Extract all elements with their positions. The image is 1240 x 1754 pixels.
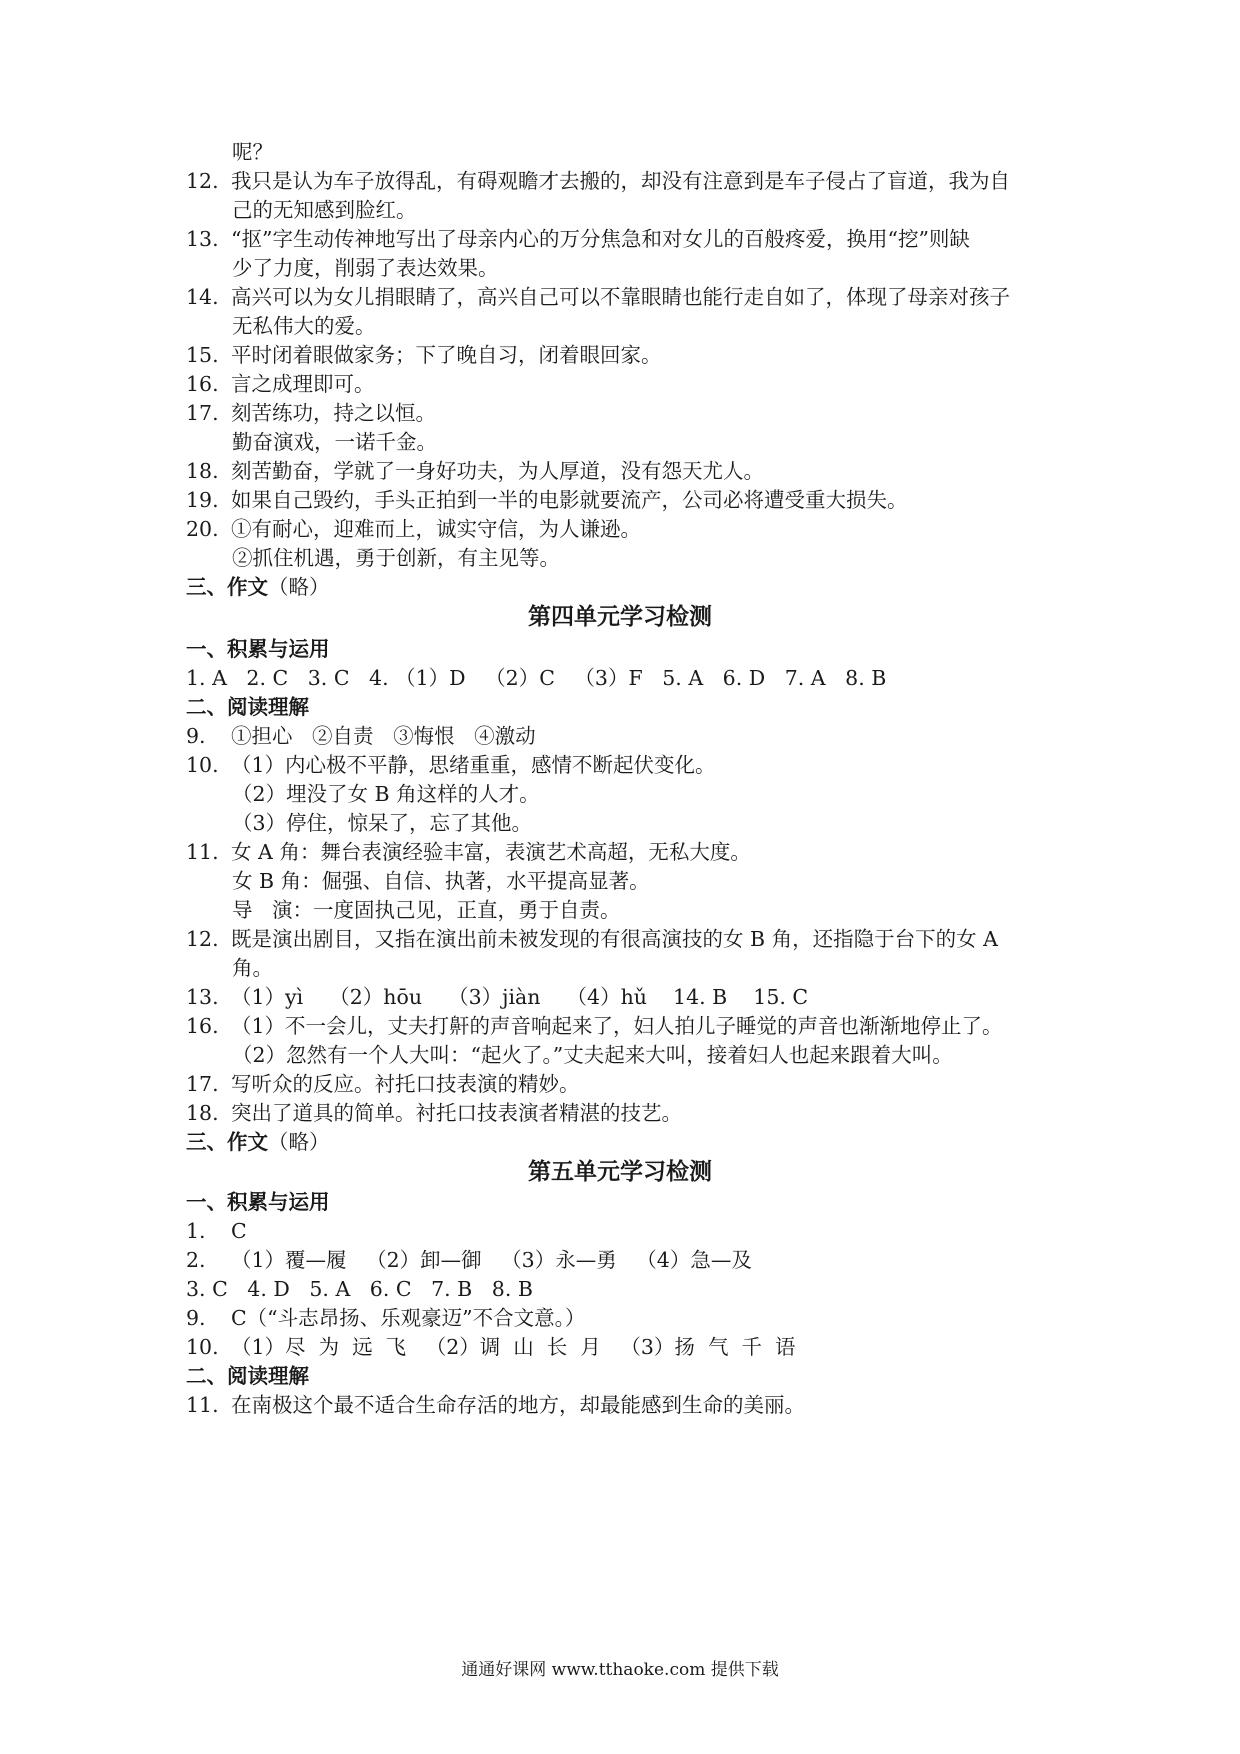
answer-18 (186, 455, 1086, 487)
answer-17 (186, 1068, 1086, 1100)
answer-19 (186, 484, 1086, 516)
answer-9 (186, 720, 1086, 752)
answer-13 (186, 223, 1086, 255)
question-number: 16. (186, 372, 219, 396)
answer-text: 如果自己毁约，手头正拍到一半的电影就要流产，公司必将遭受重大损失。 (231, 488, 908, 512)
question-number: 9. (186, 1306, 206, 1330)
unit-4-title: 第四单元学习检测 (528, 604, 712, 630)
section-note: （略） (268, 1130, 330, 1154)
question-number: 9. (186, 724, 206, 748)
answer-12-continued: 角。 (232, 956, 273, 980)
answer-text: 我只是认为车子放得乱，有碍观瞻才去搬的，却没有注意到是车子侵占了盲道，我为自 (231, 169, 1010, 193)
section-label: 三、作文 (186, 575, 268, 599)
answer-1 (186, 1215, 1086, 1247)
question-number: 10. (186, 753, 219, 777)
answer-11-continued: 呢？ (232, 140, 273, 164)
section-heading-essay (186, 571, 1086, 603)
question-number: 12. (186, 927, 219, 951)
answer-16 (186, 1010, 1086, 1042)
question-number: 12. (186, 169, 219, 193)
question-number: 18. (186, 1101, 219, 1125)
question-number: 10. (186, 1335, 219, 1359)
answer-text: 刻苦练功，持之以恒。 (231, 401, 436, 425)
question-number: 2. (186, 1248, 206, 1272)
section-heading-accumulation: 一、积累与运用 (186, 1190, 330, 1214)
answer-14-continued: 无私伟大的爱。 (232, 314, 376, 338)
answer-text: 女 A 角：舞台表演经验丰富，表演艺术高超，无私大度。 (231, 840, 751, 864)
answer-10 (186, 1331, 1086, 1363)
answer-text: （1）内心极不平静，思绪重重，感情不断起伏变化。 (231, 753, 716, 777)
question-number: 14. (186, 285, 219, 309)
answer-10-part-2: （2）埋没了女 B 角这样的人才。 (232, 782, 540, 806)
question-number: 13. (186, 985, 219, 1009)
question-number: 20. (186, 517, 219, 541)
answer-10 (186, 749, 1086, 781)
question-number: 17. (186, 1072, 219, 1096)
answer-14 (186, 281, 1086, 313)
answer-20-continued: ②抓住机遇，勇于创新，有主见等。 (232, 546, 560, 570)
answer-text: ①有耐心，迎难而上，诚实守信，为人谦逊。 (231, 517, 641, 541)
question-number: 19. (186, 488, 219, 512)
answer-text: （1）尽 为 远 飞 （2）调 山 长 月 （3）扬 气 千 语 (231, 1335, 796, 1359)
answer-11 (186, 836, 1086, 868)
answer-12 (186, 923, 1086, 955)
answer-11 (186, 1389, 1086, 1421)
unit-5-title: 第五单元学习检测 (528, 1159, 712, 1185)
answers-3-8: 3. C 4. D 5. A 6. C 7. B 8. B (186, 1277, 533, 1301)
answer-9 (186, 1302, 1086, 1334)
answer-15 (186, 339, 1086, 371)
answer-text: 在南极这个最不适合生命存活的地方，却最能感到生命的美丽。 (231, 1393, 805, 1417)
answer-2 (186, 1244, 1086, 1276)
question-number: 15. (186, 343, 219, 367)
section-label: 三、作文 (186, 1130, 268, 1154)
answer-12 (186, 165, 1086, 197)
section-heading-accumulation: 一、积累与运用 (186, 637, 330, 661)
answer-16 (186, 368, 1086, 400)
answer-text: 言之成理即可。 (231, 372, 375, 396)
download-footer: 通通好课网 www.tthaoke.com 提供下载 (461, 1660, 779, 1680)
answer-text: （1）yì （2）hōu （3）jiàn （4）hǔ 14. B 15. C (231, 985, 809, 1009)
answer-text: 既是演出剧目，又指在演出前未被发现的有很高演技的女 B 角，还指隐于台下的女 A (231, 927, 998, 951)
section-heading-essay (186, 1126, 1086, 1158)
answer-text: （1）覆—履 （2）卸—御 （3）永—勇 （4）急—及 (231, 1248, 752, 1272)
answer-text: 写听众的反应。衬托口技表演的精妙。 (231, 1072, 580, 1096)
answer-16-part-2: （2）忽然有一个人大叫：“起火了。”丈夫起来大叫，接着妇人也起来跟着大叫。 (232, 1043, 953, 1067)
answer-10-part-3: （3）停住，惊呆了，忘了其他。 (232, 811, 533, 835)
answer-text: C（“斗志昂扬、乐观豪迈”不合文意。） (231, 1306, 586, 1330)
section-heading-reading: 二、阅读理解 (186, 695, 309, 719)
section-heading-reading: 二、阅读理解 (186, 1364, 309, 1388)
answer-13-continued: 少了力度，削弱了表达效果。 (232, 256, 499, 280)
section-note: （略） (268, 575, 330, 599)
answer-20 (186, 513, 1086, 545)
answers-1-8: 1. A 2. C 3. C 4. （1）D （2）C （3）F 5. A 6. D 7. A 8. B (186, 666, 887, 690)
answer-text: ①担心 ②自责 ③悔恨 ④激动 (231, 724, 536, 748)
question-number: 13. (186, 227, 219, 251)
answer-12-continued: 己的无知感到脸红。 (232, 198, 417, 222)
answer-17 (186, 397, 1086, 429)
question-number: 18. (186, 459, 219, 483)
question-number: 16. (186, 1014, 219, 1038)
answer-text: 突出了道具的简单。衬托口技表演者精湛的技艺。 (231, 1101, 682, 1125)
question-number: 17. (186, 401, 219, 425)
answer-11-part-2: 女 B 角：倔强、自信、执著，水平提高显著。 (232, 869, 650, 893)
answer-text: 刻苦勤奋，学就了一身好功夫，为人厚道，没有怨天尤人。 (231, 459, 764, 483)
question-number: 11. (186, 1393, 219, 1417)
question-number: 1. (186, 1219, 206, 1243)
answer-text: C (231, 1219, 247, 1243)
answer-18 (186, 1097, 1086, 1129)
answer-text: 高兴可以为女儿捐眼睛了，高兴自己可以不靠眼睛也能行走自如了，体现了母亲对孩子 (231, 285, 1010, 309)
answer-17-continued: 勤奋演戏，一诺千金。 (232, 430, 437, 454)
answers-13-15 (186, 981, 1086, 1013)
answer-text: 平时闭着眼做家务；下了晚自习，闭着眼回家。 (231, 343, 662, 367)
question-number: 11. (186, 840, 219, 864)
answer-11-part-3: 导 演：一度固执己见，正直，勇于自责。 (232, 898, 621, 922)
answer-text: “抠”字生动传神地写出了母亲内心的万分焦急和对女儿的百般疼爱，换用“挖”则缺 (231, 227, 970, 251)
answer-text: （1）不一会儿，丈夫打鼾的声音响起来了，妇人拍儿子睡觉的声音也渐渐地停止了。 (231, 1014, 1003, 1038)
